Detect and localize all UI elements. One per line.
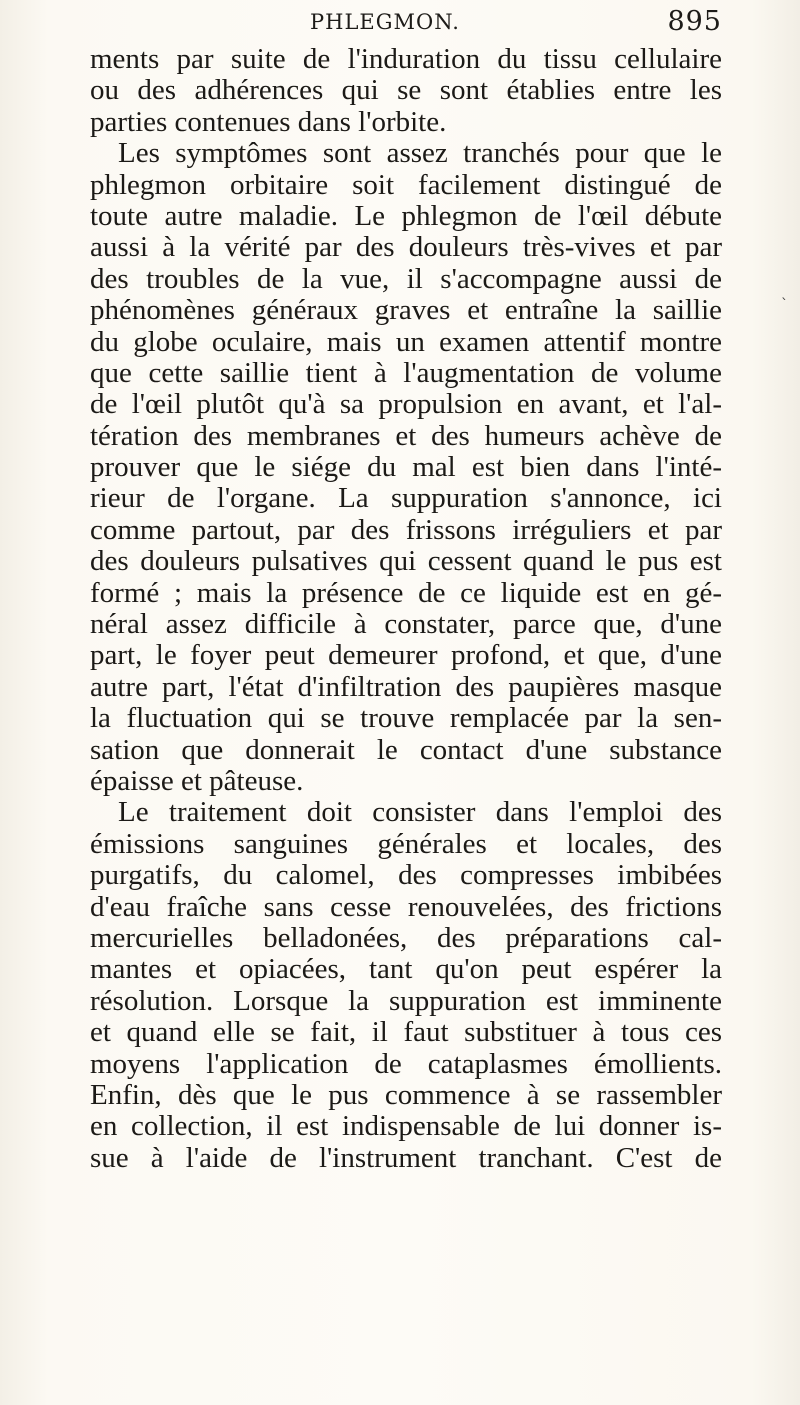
body-text bbox=[90, 44, 722, 1174]
running-title: PHLEGMON. bbox=[310, 10, 460, 34]
page-header bbox=[90, 2, 722, 40]
text-line: prouver que le siége du mal est bien dans l'inté- bbox=[90, 451, 722, 484]
text-line: formé ; mais la présence de ce liquide est en gé- bbox=[90, 576, 722, 609]
text-line: phlegmon orbitaire soit facilement distingué de bbox=[90, 168, 722, 201]
text-line: du globe oculaire, mais un examen attentif montre bbox=[90, 325, 722, 358]
text-line: phénomènes généraux graves et entraîne la saillie bbox=[90, 294, 722, 327]
page-number: 895 bbox=[667, 6, 722, 37]
text-line: autre part, l'état d'infiltration des paupières masque bbox=[90, 670, 722, 703]
text-line: mantes et opiacées, tant qu'on peut espérer la bbox=[90, 953, 722, 986]
text-line: et quand elle se fait, il faut substituer à tous ces bbox=[90, 1016, 722, 1049]
text-line: Le traitement doit consister dans l'emploi des bbox=[118, 796, 722, 829]
text-line: comme partout, par des frissons irréguliers et par bbox=[90, 513, 722, 546]
text-line: part, le foyer peut demeurer profond, et que, d'une bbox=[90, 639, 722, 672]
text-line: la fluctuation qui se trouve remplacée par la sen- bbox=[90, 702, 722, 735]
text-line: émissions sanguines générales et locales, des bbox=[90, 827, 722, 860]
text-line: aussi à la vérité par des douleurs très-vives et par bbox=[90, 231, 722, 264]
text-line: d'eau fraîche sans cesse renouvelées, des frictions bbox=[90, 890, 722, 923]
text-line: de l'œil plutôt qu'à sa propulsion en avant, et l'al- bbox=[90, 388, 722, 421]
text-line: en collection, il est indispensable de lui donner is- bbox=[90, 1110, 722, 1143]
text-line: Enfin, dès que le pus commence à se rassembler bbox=[90, 1078, 722, 1111]
text-line: des troubles de la vue, il s'accompagne aussi de bbox=[90, 262, 722, 295]
text-line: Les symptômes sont assez tranchés pour que le bbox=[118, 137, 722, 170]
text-line: purgatifs, du calomel, des compresses imbibées bbox=[90, 859, 722, 892]
text-line: mercurielles belladonées, des préparations cal- bbox=[90, 921, 722, 954]
text-line: rieur de l'organe. La suppuration s'annonce, ici bbox=[90, 482, 722, 515]
text-line: toute autre maladie. Le phlegmon de l'œil débute bbox=[90, 199, 722, 232]
text-line: néral assez difficile à constater, parce que, d'une bbox=[90, 608, 722, 641]
text-line: moyens l'application de cataplasmes émollients. bbox=[90, 1047, 722, 1080]
text-line: ments par suite de l'induration du tissu cellulaire bbox=[90, 43, 722, 75]
text-line: sation que donnerait le contact d'une substance bbox=[90, 733, 722, 766]
text-line: que cette saillie tient à l'augmentation de volume bbox=[90, 356, 722, 389]
margin-mark: ` bbox=[781, 297, 788, 313]
text-line: des douleurs pulsatives qui cessent quand le pus est bbox=[90, 545, 722, 578]
text-line: résolution. Lorsque la suppuration est imminente bbox=[90, 984, 722, 1017]
text-line: tération des membranes et des humeurs achève de bbox=[90, 419, 722, 452]
text-line: sue à l'aide de l'instrument tranchant. C'est de bbox=[90, 1141, 722, 1174]
text-line: ou des adhérences qui se sont établies entre les bbox=[90, 74, 722, 107]
text-line: parties contenues dans l'orbite. bbox=[90, 105, 447, 138]
text-line: épaisse et pâteuse. bbox=[90, 764, 304, 797]
